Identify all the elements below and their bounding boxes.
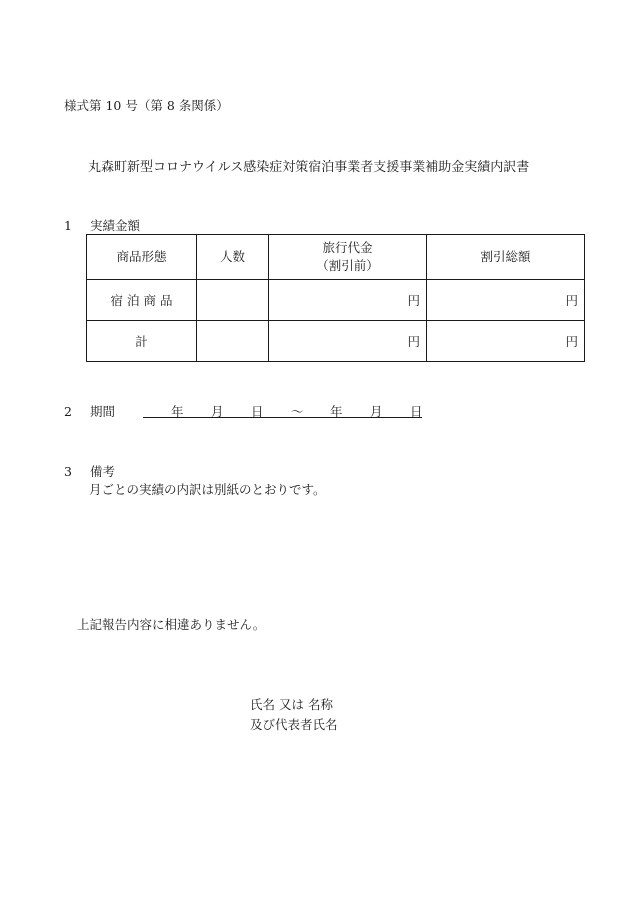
- travel-price-cell[interactable]: 円: [269, 321, 427, 362]
- signature-name-label: 氏名 又は 名称: [250, 697, 333, 712]
- row-label: 宿 泊 商 品: [87, 280, 197, 321]
- section-1-label: 実績金額: [90, 218, 141, 233]
- period-end-year: 年: [330, 404, 343, 419]
- header-product-type: 商品形態: [87, 235, 197, 280]
- signature-representative-label: 及び代表者氏名: [250, 717, 338, 732]
- section-1-heading: [64, 216, 140, 234]
- people-cell[interactable]: [197, 280, 269, 321]
- travel-price-cell[interactable]: 円: [269, 280, 427, 321]
- period-start-month: 月: [211, 404, 224, 419]
- period-field[interactable]: [143, 402, 422, 418]
- row-label: 計: [87, 321, 197, 362]
- document-title: 丸森町新型コロナウイルス感染症対策宿泊事業者支援事業補助金実績内訳書: [88, 160, 530, 175]
- section-2-label: 期間: [90, 404, 116, 419]
- confirmation-statement: 上記報告内容に相違ありません。: [77, 617, 266, 632]
- section-3-heading: [64, 462, 115, 480]
- discount-total-cell[interactable]: 円: [427, 280, 585, 321]
- header-people: 人数: [197, 235, 269, 280]
- table-header-row: [87, 235, 585, 280]
- people-cell[interactable]: [197, 321, 269, 362]
- period-end-day: 日: [410, 404, 423, 419]
- header-travel-price: [269, 235, 427, 280]
- section-2-number: 2: [64, 404, 72, 419]
- table-row: [87, 280, 585, 321]
- header-travel-price-line2: （割引前）: [316, 258, 379, 273]
- section-3-number: 3: [64, 464, 72, 479]
- period-end-month: 月: [370, 404, 383, 419]
- period-start-year: 年: [171, 404, 184, 419]
- section-2-heading: [64, 402, 115, 420]
- remarks-text: 月ごとの実績の内訳は別紙のとおりです。: [89, 482, 326, 497]
- section-1-number: 1: [64, 218, 72, 233]
- discount-total-cell[interactable]: 円: [427, 321, 585, 362]
- header-discount-total: 割引総額: [427, 235, 585, 280]
- period-tilde: ～: [291, 404, 304, 419]
- form-number: 様式第 10 号（第 8 条関係）: [64, 98, 229, 113]
- section-3-label: 備考: [90, 464, 116, 479]
- period-start-day: 日: [251, 404, 264, 419]
- table-row: [87, 321, 585, 362]
- header-travel-price-line1: 旅行代金: [322, 239, 373, 255]
- amount-table: [86, 234, 585, 362]
